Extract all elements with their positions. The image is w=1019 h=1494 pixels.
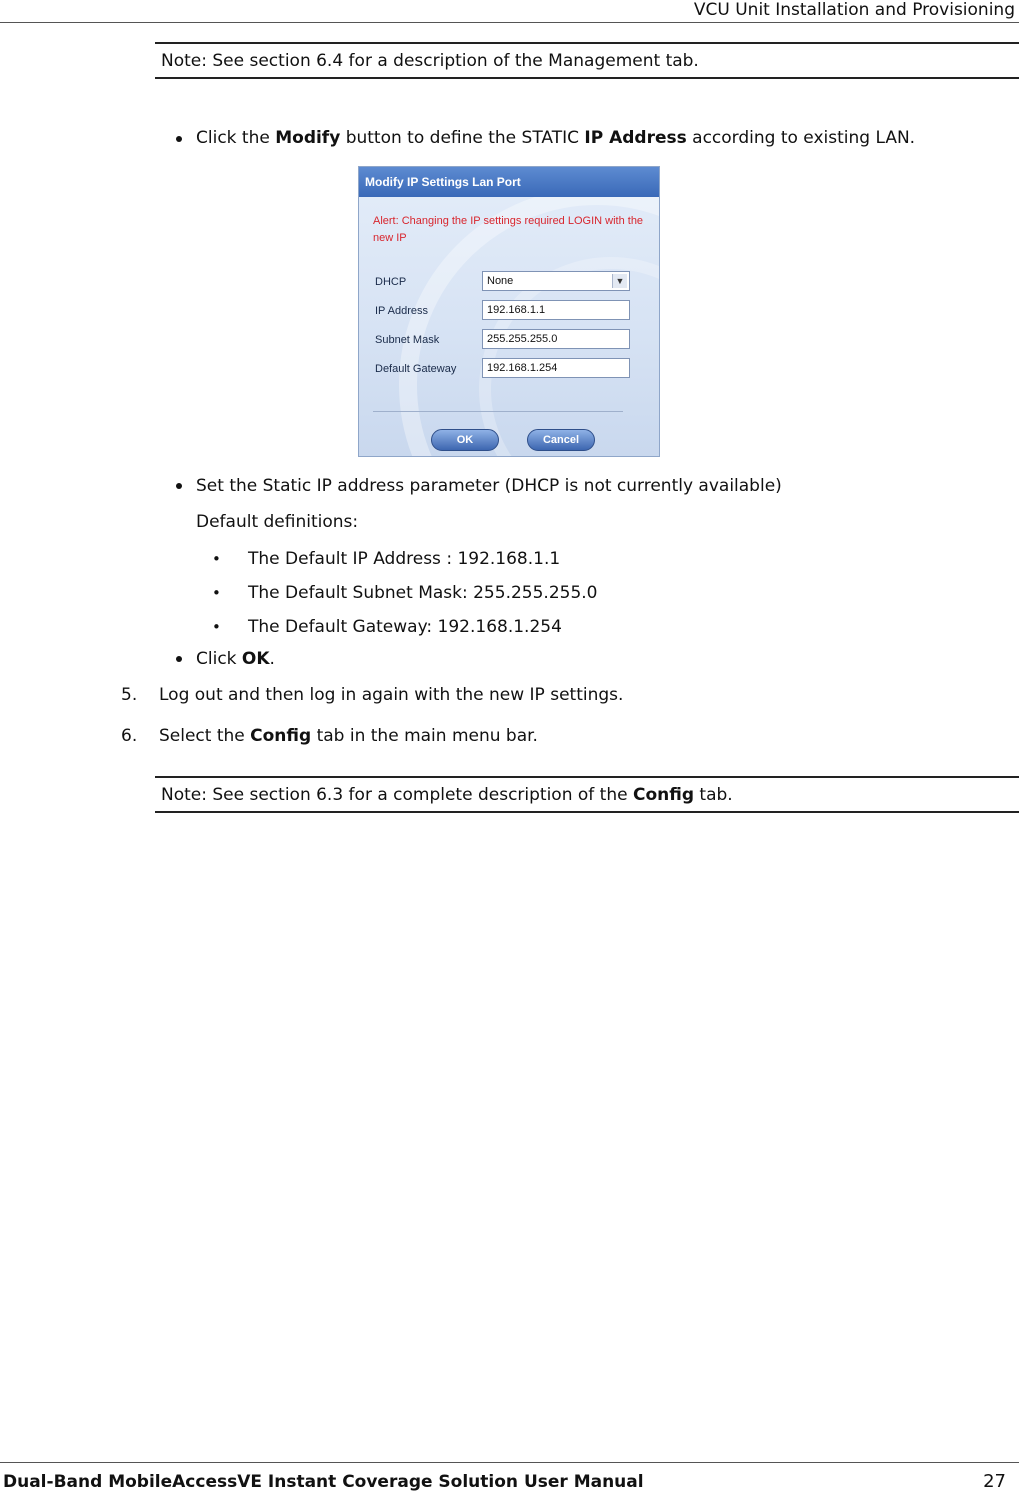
ip-address-label: IP Address xyxy=(375,305,428,317)
sub-bullet-dot: • xyxy=(212,550,221,568)
note-management-text: Note: See section 6.4 for a description of the Management tab. xyxy=(161,51,699,71)
dialog-title: Modify IP Settings Lan Port xyxy=(359,167,659,197)
step-6-text-pre: Select the xyxy=(159,726,251,746)
modify-ip-dialog-screenshot xyxy=(358,166,660,457)
running-header: VCU Unit Installation and Provisioning xyxy=(693,0,1015,20)
note-config-text-pre: Note: See section 6.3 for a complete description of the xyxy=(161,785,633,805)
dialog-alert: Alert: Changing the IP settings required LOGIN with the new IP xyxy=(373,215,644,244)
sub-bullet-dot: • xyxy=(212,618,221,636)
ip-address-bold: IP Address xyxy=(584,128,687,148)
bullet-modify xyxy=(196,128,915,148)
bullet-dot xyxy=(176,483,182,489)
step-6-text xyxy=(159,726,538,746)
ok-bold: OK xyxy=(241,649,270,669)
dhcp-select[interactable] xyxy=(482,271,630,291)
dialog-separator xyxy=(373,411,623,412)
note-config xyxy=(155,776,1019,813)
note-config-bold: Config xyxy=(632,785,695,805)
bullet-modify-text-post: according to existing LAN. xyxy=(686,128,916,148)
bullet-modify-text-mid: button to define the STATIC xyxy=(340,128,585,148)
chevron-down-icon[interactable]: ▼ xyxy=(612,274,627,288)
modify-bold: Modify xyxy=(275,128,341,148)
ok-button[interactable]: OK xyxy=(431,429,499,451)
sub-bullet-dot: • xyxy=(212,584,221,602)
default-subnet-item: The Default Subnet Mask: 255.255.255.0 xyxy=(248,583,598,603)
page-number: 27 xyxy=(983,1471,1006,1492)
subnet-mask-input[interactable]: 255.255.255.0 xyxy=(482,329,630,349)
default-gateway-label: Default Gateway xyxy=(375,363,457,375)
default-gateway-item: The Default Gateway: 192.168.1.254 xyxy=(248,617,562,637)
cancel-button[interactable]: Cancel xyxy=(527,429,595,451)
footer-title: Dual-Band MobileAccessVE Instant Coverage Solution User Manual xyxy=(3,1472,644,1492)
step-6-text-post: tab in the main menu bar. xyxy=(311,726,538,746)
step-6-number: 6. xyxy=(121,726,138,746)
bullet-modify-text-pre: Click the xyxy=(196,128,276,148)
default-ip-item: The Default IP Address : 192.168.1.1 xyxy=(248,549,561,569)
step-5-text: Log out and then log in again with the new IP settings. xyxy=(159,685,624,705)
bullet-click-ok xyxy=(196,649,275,669)
note-management xyxy=(155,42,1019,79)
default-definitions-heading: Default definitions: xyxy=(196,512,359,532)
bullet-dot xyxy=(176,136,182,142)
dhcp-label: DHCP xyxy=(375,276,407,288)
note-config-text-post: tab. xyxy=(694,785,733,805)
click-ok-text-pre: Click xyxy=(196,649,242,669)
header-rule xyxy=(0,22,1019,23)
ip-address-input[interactable]: 192.168.1.1 xyxy=(482,300,630,320)
default-gateway-input[interactable]: 192.168.1.254 xyxy=(482,358,630,378)
bullet-dot xyxy=(176,656,182,662)
bullet-static-ip: Set the Static IP address parameter (DHCP is not currently available) xyxy=(196,476,782,496)
config-bold: Config xyxy=(250,726,312,746)
step-5-number: 5. xyxy=(121,685,138,705)
footer-rule xyxy=(0,1462,1019,1463)
click-ok-text-post: . xyxy=(269,649,275,669)
dhcp-select-value: None xyxy=(487,275,514,287)
subnet-mask-label: Subnet Mask xyxy=(375,334,440,346)
